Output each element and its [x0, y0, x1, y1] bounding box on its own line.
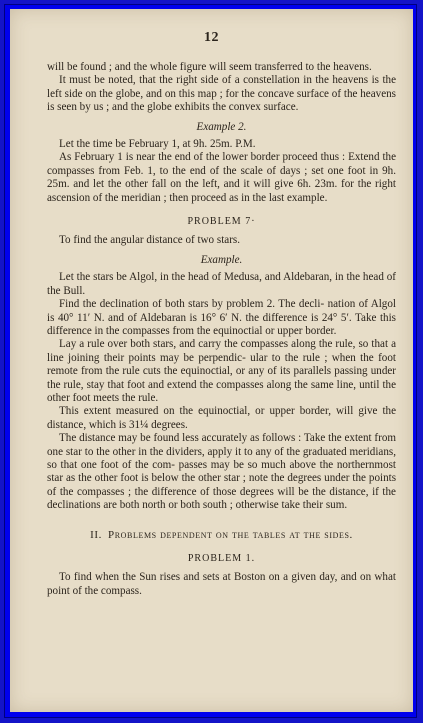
text-line: the rule, so that a line joining their points may be perpendic- — [47, 338, 396, 364]
paragraph-time — [47, 138, 396, 151]
problem-1-heading: PROBLEM 1. — [187, 553, 256, 564]
problem-7-statement — [47, 234, 396, 247]
text-line: nation of Algol is 40° 11′ N. and of Aldebaran is 16° 6′ N. the — [47, 298, 396, 324]
page-number: 12 — [204, 30, 219, 45]
text-line: As February 1 is near the end of the lower border proceed — [59, 151, 318, 164]
text-line: To find the angular distance of two stars. — [59, 234, 240, 247]
text-line: from the equinoctial or upper border. — [172, 324, 337, 337]
problem-7-heading: PROBLEM 7· — [187, 216, 256, 228]
text-line: thus : Extend the compasses from Feb. 1, to the end of the — [47, 151, 396, 177]
paragraph-extent — [47, 405, 396, 432]
text-line: ular to the rule ; when the foot remote from the rule cuts the — [47, 351, 396, 378]
text-line: meridian ; then proceed as in the last example. — [121, 191, 328, 204]
text-line: day, and on what point of the compass. — [47, 571, 396, 597]
paragraph-declination — [47, 298, 396, 338]
text-line: This extent measured on the equinoctial, or upper border, — [59, 405, 332, 418]
text-line: that foot and extend the compasses along the same line, until — [107, 378, 380, 391]
paragraph-rule — [47, 338, 396, 405]
paragraph-dividers — [47, 432, 396, 512]
text-line: equinoctial, or any of its parallels passing under the rule, stay — [47, 365, 396, 391]
text-line: scale of days ; set one foot in 9h. 25m. and let the other fall on — [47, 164, 396, 191]
section-heading — [47, 529, 396, 542]
text-line: any of the graduated meridians, so that one foot of the com- — [47, 445, 396, 471]
text-line: the other foot meets the rule. — [47, 378, 396, 404]
text-line: difference is 24° 5′. Take this difference in the compasses — [47, 311, 397, 337]
paragraph-stars — [47, 271, 396, 298]
text-line: Let the time be February 1, at 9h. 25m. P.M. — [59, 138, 256, 151]
section-numeral: II. — [90, 528, 103, 541]
text-line: be the distance, if the declinations are both north or both south ; — [47, 485, 396, 512]
text-line: Let the stars be Algol, in the head of Medusa, and Aldebaran, — [59, 271, 333, 284]
text-line: will give the distance, which is 31¼ degrees. — [47, 405, 397, 431]
text-line: passes may be so much above the northernmost star as the — [47, 458, 396, 485]
text-line: Lay a rule over both stars, and carry the compasses along — [59, 338, 316, 351]
text-line: otherwise take their sum. — [235, 499, 348, 512]
text-line: points of the compasses ; the difference of those degrees will — [47, 472, 397, 498]
text-line: Find the declination of both stars by problem 2. The decli- — [59, 298, 325, 311]
text-line: The distance may be found less accurately as follows : Take — [59, 432, 326, 445]
example-2-heading: Example 2. — [196, 120, 247, 133]
page-text — [47, 61, 396, 598]
section-title: Problems dependent on the tables at the sides. — [108, 528, 353, 541]
text-line: other foot is below the other star ; note the degrees under the — [94, 472, 366, 485]
text-line: heavens is the left side on the globe, and on this map ; for the — [47, 74, 396, 100]
problem-1-statement — [47, 571, 396, 598]
text-line: the extent from one star to the other in the dividers, apply it to — [47, 432, 396, 458]
text-line: in the head of the Bull. — [47, 271, 396, 297]
text-line: the left, and it will give 6h. 23m. for the right ascension of the — [47, 178, 396, 204]
text-line: concave surface of the heavens is seen by us ; and the globe — [47, 87, 396, 114]
example-heading: Example. — [200, 253, 243, 266]
text-line: To find when the Sun rises and sets at Boston on a given — [59, 571, 317, 584]
text-line: will be found ; and the whole figure will seem transferred to — [47, 61, 315, 73]
book-page — [10, 9, 413, 712]
paragraph-procedure — [47, 151, 396, 205]
text-line: It must be noted, that the right side of a constellation in the — [59, 74, 329, 87]
text-line: exhibits the convex surface. — [174, 101, 299, 114]
paragraph-continuation — [47, 61, 396, 74]
paragraph-right-side-note — [47, 74, 396, 114]
text-line: the heavens. — [316, 61, 372, 73]
